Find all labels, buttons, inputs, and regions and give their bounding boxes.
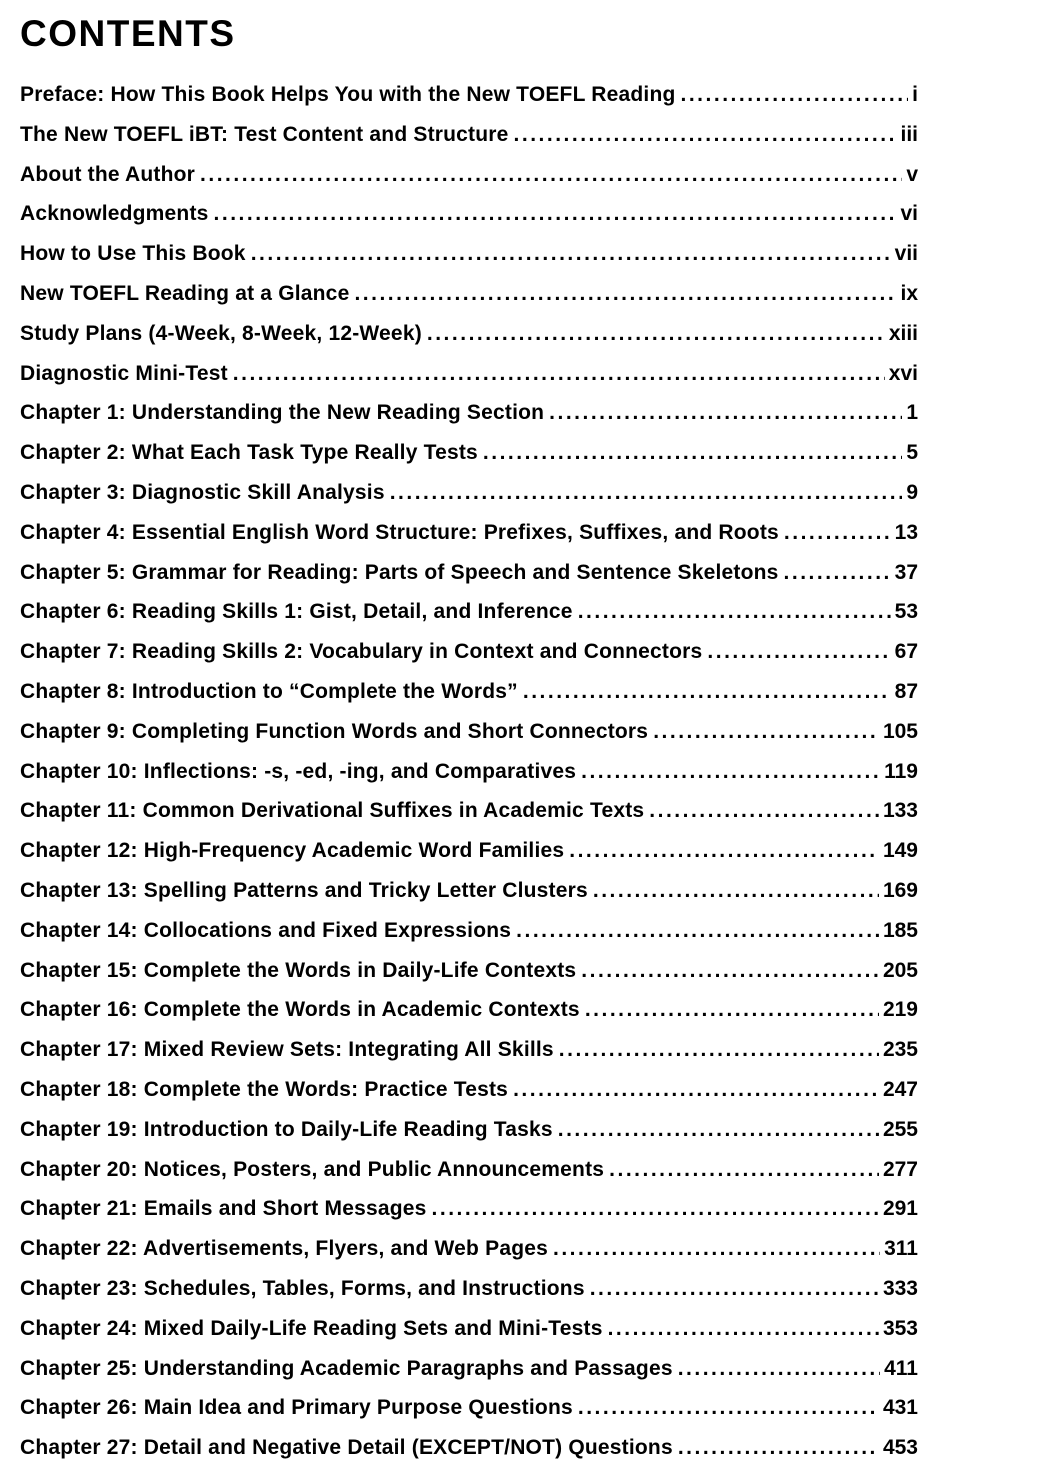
toc-entry-title: Chapter 5: Grammar for Reading: Parts of Speech and Sentence Skeletons (20, 560, 779, 584)
toc-entry-page: 133 (882, 799, 918, 823)
toc-entry-page: 219 (882, 998, 918, 1022)
toc-entry-page: xvi (888, 361, 918, 385)
toc-entry-page: 353 (882, 1316, 918, 1340)
dot-leader (678, 1349, 880, 1389)
toc-entry (20, 234, 918, 274)
toc-entry (20, 115, 918, 155)
toc-entry-title: How to Use This Book (20, 242, 246, 266)
toc-entry-title: New TOEFL Reading at a Glance (20, 281, 350, 305)
toc-entry (20, 752, 918, 792)
toc-entry-title: Diagnostic Mini-Test (20, 361, 228, 385)
dot-leader (678, 1428, 879, 1468)
toc-entry (20, 1110, 918, 1150)
toc-entry-title: Chapter 9: Completing Function Words and Short Connectors (20, 719, 649, 743)
toc-entry (20, 1349, 918, 1389)
toc-entry-title: Chapter 24: Mixed Daily-Life Reading Sets and Mini-Tests (20, 1316, 603, 1340)
toc-entry (20, 592, 918, 632)
toc-entry-title: Chapter 1: Understanding the New Reading Section (20, 401, 545, 425)
toc-entry-page: 105 (882, 719, 918, 743)
toc-entry (20, 791, 918, 831)
dot-leader (609, 1150, 879, 1190)
toc-entry-page: 411 (884, 1356, 918, 1380)
toc-entry (20, 75, 918, 115)
toc-entry-title: Chapter 7: Reading Skills 2: Vocabulary in Context and Connectors (20, 640, 703, 664)
dot-leader (390, 473, 903, 513)
toc-entry-page: ix (900, 281, 918, 305)
toc-entry-page: 205 (882, 958, 918, 982)
toc-entry-page: 149 (882, 839, 918, 863)
dot-leader (578, 592, 891, 632)
toc-entry (20, 672, 918, 712)
toc-entry-page: 9 (906, 480, 918, 504)
toc-entry-page: 5 (906, 441, 918, 465)
dot-leader (784, 553, 891, 593)
dot-leader (558, 1110, 879, 1150)
toc-entry (20, 354, 918, 394)
toc-list (20, 75, 918, 1468)
toc-entry-title: Study Plans (4-Week, 8-Week, 12-Week) (20, 321, 422, 345)
toc-entry-page: 53 (894, 600, 918, 624)
dot-leader (784, 513, 891, 553)
dot-leader (581, 951, 879, 991)
toc-entry-page: vii (894, 242, 918, 266)
toc-entry-page: xiii (888, 321, 918, 345)
toc-entry-title: Preface: How This Book Helps You with the New TOEFL Reading (20, 83, 676, 106)
toc-entry (20, 1269, 918, 1309)
toc-entry-page: 1 (906, 401, 918, 425)
toc-entry-page: 185 (882, 918, 918, 942)
toc-entry-title: Chapter 15: Complete the Words in Daily-Life Contexts (20, 958, 577, 982)
toc-entry (20, 871, 918, 911)
dot-leader (483, 433, 902, 473)
toc-entry-title: Chapter 11: Common Derivational Suffixes in Academic Texts (20, 799, 645, 823)
toc-entry-page: 67 (894, 640, 918, 664)
dot-leader (553, 1229, 880, 1269)
toc-entry-page: 277 (882, 1157, 918, 1181)
toc-entry-title: Chapter 2: What Each Task Type Really Tests (20, 441, 478, 465)
dot-leader (516, 911, 879, 951)
toc-entry (20, 513, 918, 553)
toc-entry-title: Chapter 10: Inflections: -s, -ed, -ing, and Comparatives (20, 759, 577, 783)
dot-leader (559, 1030, 879, 1070)
dot-leader (653, 712, 879, 752)
toc-entry-page: 169 (882, 878, 918, 902)
toc-entry-title: Chapter 27: Detail and Negative Detail (EXCEPT/NOT) Questions (20, 1436, 673, 1460)
dot-leader (585, 990, 879, 1030)
toc-entry-title: Chapter 26: Main Idea and Primary Purpose Questions (20, 1396, 573, 1420)
dot-leader (549, 393, 902, 433)
dot-leader (214, 194, 897, 234)
dot-leader (233, 354, 885, 394)
dot-leader (432, 1189, 879, 1229)
toc-entry-title: Chapter 3: Diagnostic Skill Analysis (20, 480, 385, 504)
toc-entry (20, 1428, 918, 1468)
toc-entry (20, 274, 918, 314)
toc-entry-title: Chapter 17: Mixed Review Sets: Integrating All Skills (20, 1038, 554, 1062)
toc-entry-page: iii (900, 122, 918, 146)
dot-leader (523, 672, 891, 712)
dot-leader (427, 314, 885, 354)
dot-leader (251, 234, 891, 274)
toc-entry (20, 632, 918, 672)
toc-entry (20, 1150, 918, 1190)
toc-entry-title: Acknowledgments (20, 202, 209, 226)
toc-entry (20, 831, 918, 871)
toc-entry-title: About the Author (20, 162, 196, 186)
toc-entry-title: Chapter 4: Essential English Word Structure: Prefixes, Suffixes, and Roots (20, 520, 779, 544)
toc-entry-page: 291 (882, 1197, 918, 1221)
toc-entry (20, 1070, 918, 1110)
dot-leader (581, 752, 880, 792)
toc-entry (20, 712, 918, 752)
toc-entry (20, 433, 918, 473)
toc-entry-page: 37 (894, 560, 918, 584)
dot-leader (593, 871, 879, 911)
dot-leader (578, 1388, 879, 1428)
toc-entry (20, 1309, 918, 1349)
toc-entry (20, 155, 918, 195)
toc-entry (20, 473, 918, 513)
toc-entry (20, 194, 918, 234)
toc-entry-title: Chapter 20: Notices, Posters, and Public Announcements (20, 1157, 605, 1181)
toc-entry-page: i (912, 83, 918, 106)
toc-entry-page: 431 (882, 1396, 918, 1420)
toc-entry-page: 235 (882, 1038, 918, 1062)
toc-entry-page: 311 (884, 1237, 918, 1261)
toc-entry-title: Chapter 16: Complete the Words in Academic Contexts (20, 998, 580, 1022)
dot-leader (514, 115, 897, 155)
toc-entry (20, 911, 918, 951)
toc-entry-page: 87 (894, 679, 918, 703)
dot-leader (513, 1070, 879, 1110)
toc-entry-title: Chapter 12: High-Frequency Academic Word Families (20, 839, 565, 863)
toc-entry-title: Chapter 18: Complete the Words: Practice Tests (20, 1077, 509, 1101)
toc-entry-page: 13 (894, 520, 918, 544)
toc-entry (20, 1229, 918, 1269)
toc-entry (20, 314, 918, 354)
toc-entry-title: Chapter 19: Introduction to Daily-Life Reading Tasks (20, 1117, 553, 1141)
toc-entry-title: Chapter 8: Introduction to “Complete the Words” (20, 679, 518, 703)
toc-entry (20, 1189, 918, 1229)
toc-entry-title: Chapter 22: Advertisements, Flyers, and Web Pages (20, 1237, 548, 1261)
dot-leader (590, 1269, 879, 1309)
toc-entry-title: Chapter 21: Emails and Short Messages (20, 1197, 427, 1221)
toc-entry (20, 951, 918, 991)
toc-entry-page: 255 (882, 1117, 918, 1141)
toc-entry (20, 1388, 918, 1428)
toc-entry-page: 119 (884, 759, 918, 783)
toc-entry (20, 990, 918, 1030)
dot-leader (569, 831, 879, 871)
dot-leader (649, 791, 879, 831)
toc-entry-page: v (906, 162, 918, 186)
toc-entry-page: 333 (882, 1276, 918, 1300)
toc-entry-title: Chapter 14: Collocations and Fixed Expressions (20, 918, 512, 942)
toc-entry-title: Chapter 6: Reading Skills 1: Gist, Detail, and Inference (20, 600, 573, 624)
toc-entry (20, 393, 918, 433)
page-title: CONTENTS (20, 13, 236, 54)
toc-entry-title: Chapter 23: Schedules, Tables, Forms, and Instructions (20, 1276, 585, 1300)
toc-entry-page: 247 (882, 1077, 918, 1101)
dot-leader (200, 155, 902, 195)
dot-leader (681, 75, 909, 115)
toc-entry (20, 553, 918, 593)
dot-leader (707, 632, 890, 672)
toc-entry-page: 453 (882, 1436, 918, 1460)
dot-leader (608, 1309, 879, 1349)
dot-leader (354, 274, 896, 314)
toc-entry-title: Chapter 13: Spelling Patterns and Tricky Letter Clusters (20, 878, 588, 902)
toc-entry-title: The New TOEFL iBT: Test Content and Structure (20, 122, 509, 146)
toc-entry-title: Chapter 25: Understanding Academic Paragraphs and Passages (20, 1356, 673, 1380)
toc-entry-page: vi (900, 202, 918, 226)
toc-entry (20, 1030, 918, 1070)
